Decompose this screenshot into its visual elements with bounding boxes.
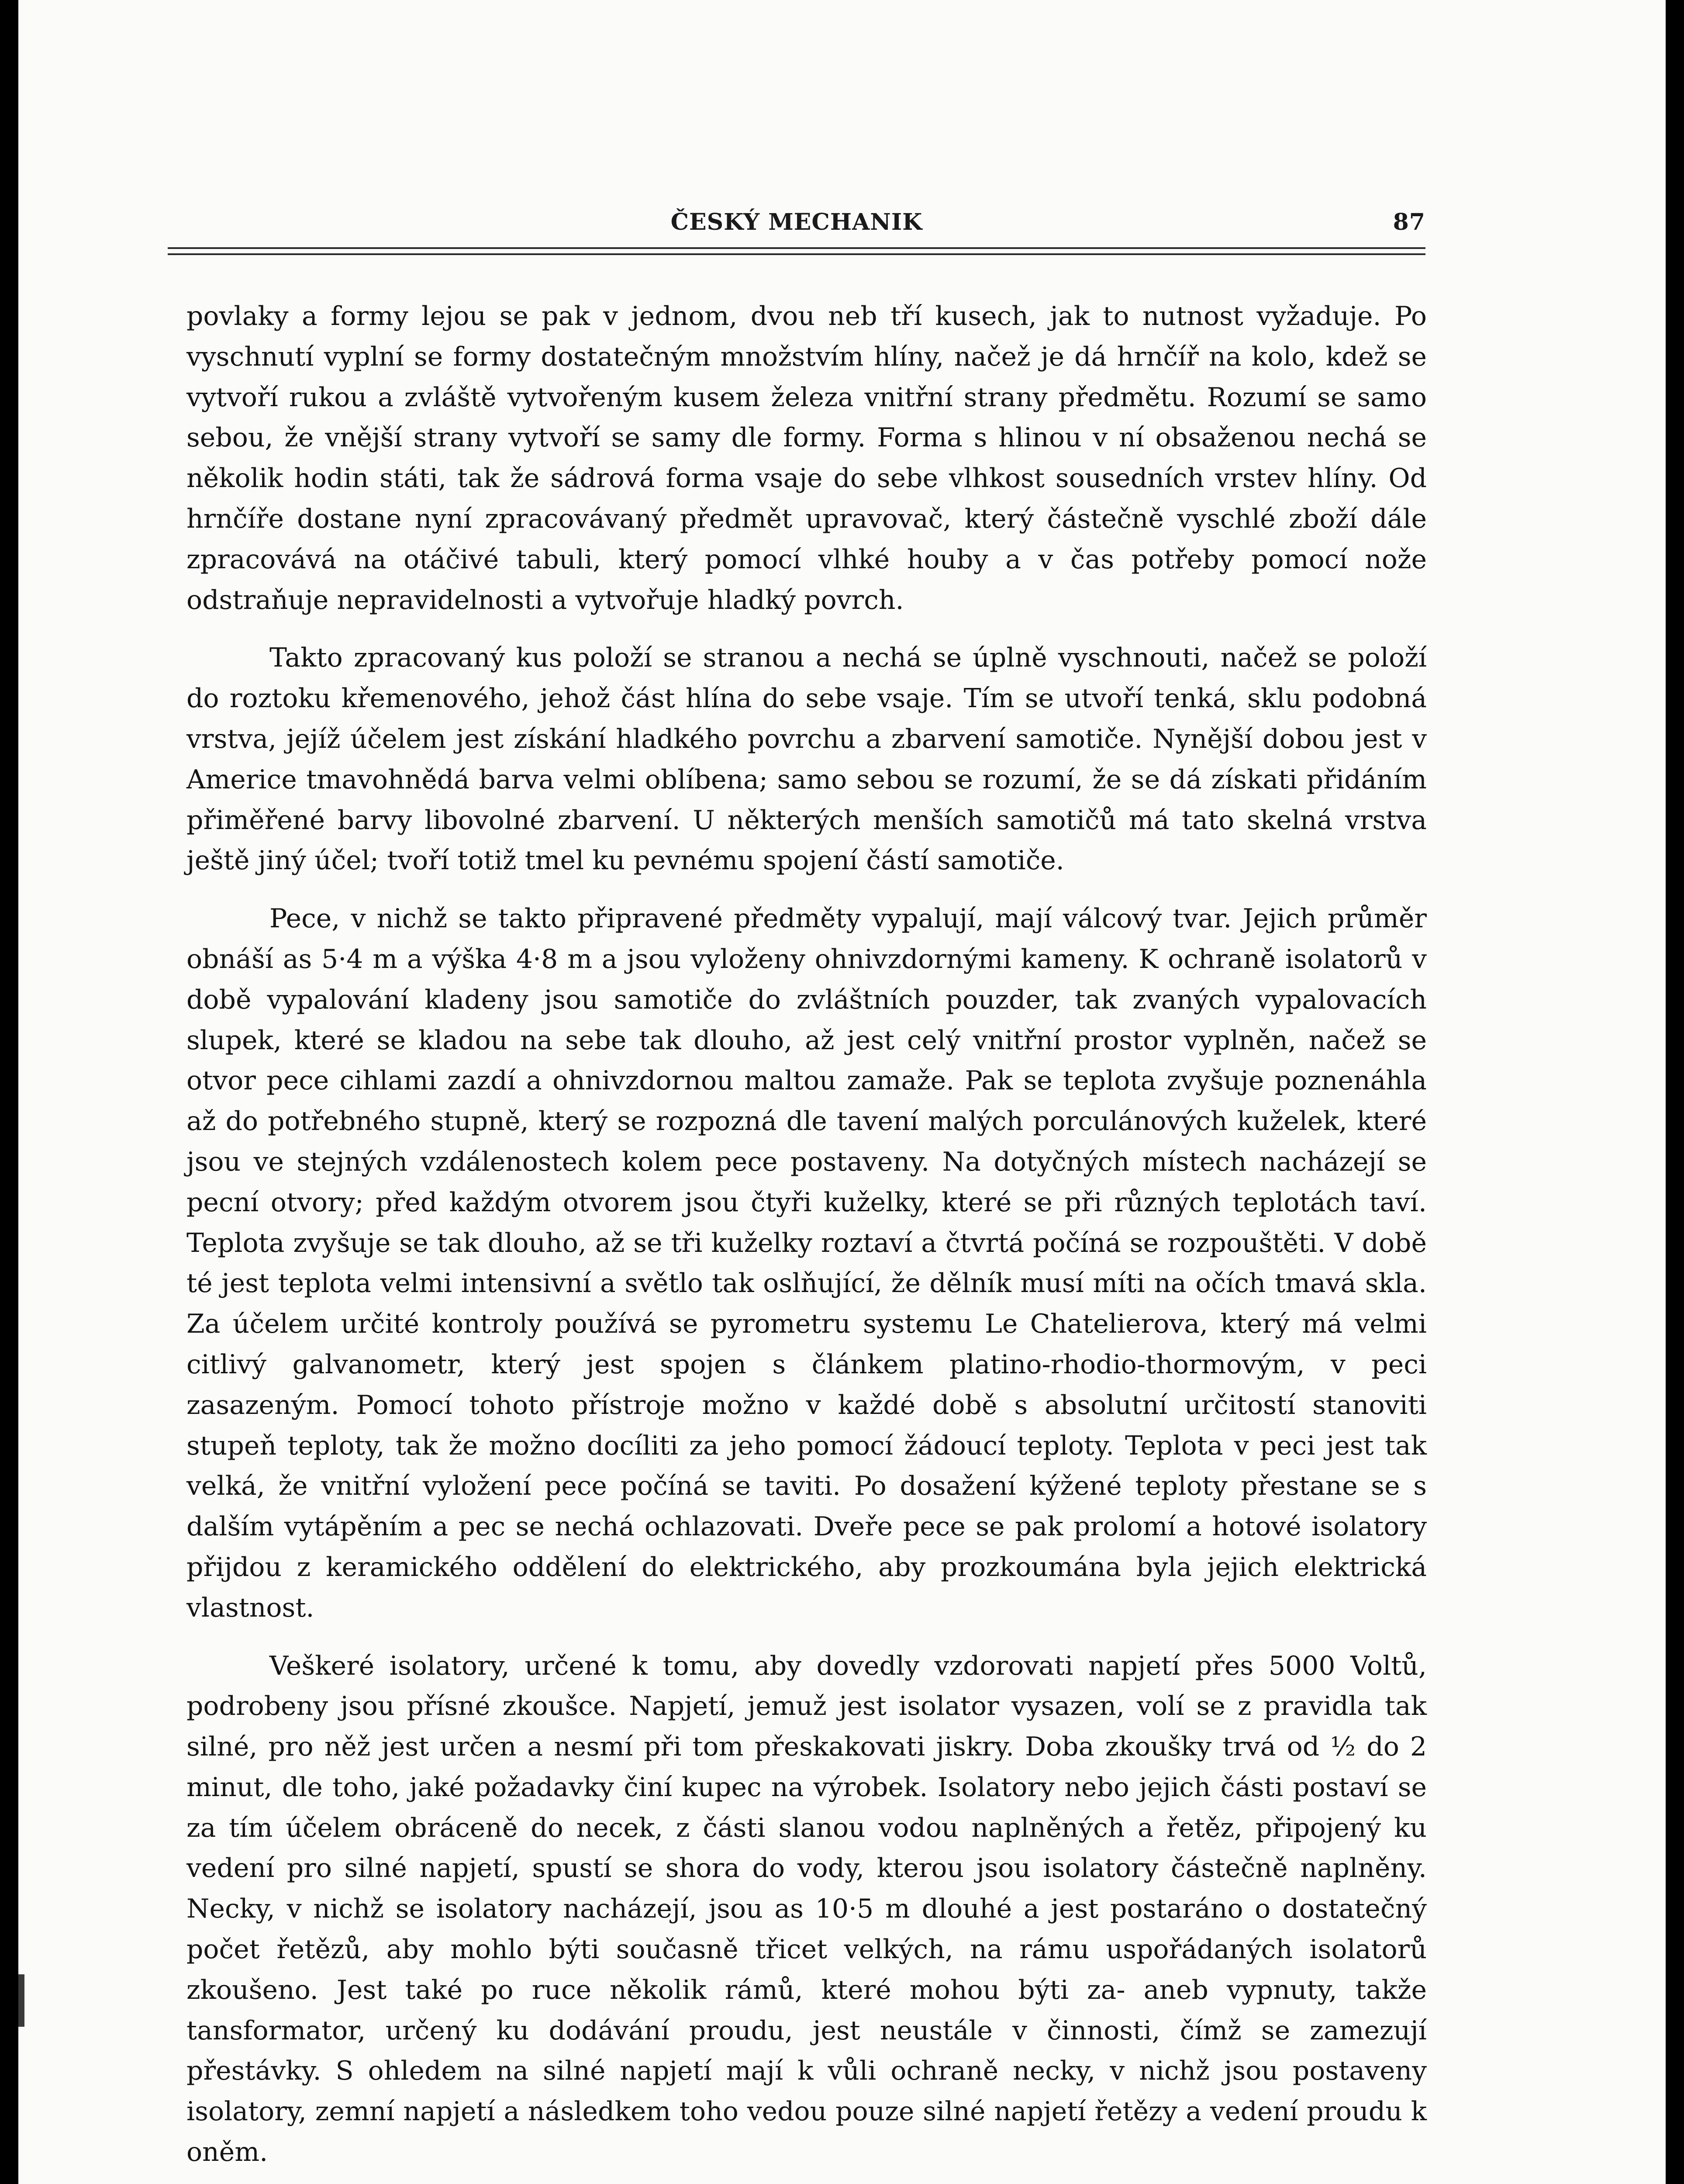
paragraph: Takto zpracovaný kus položí se stranou a nechá se úplně vyschnouti, načež se položí do roztoku křemenového, jehož část hlína do sebe vsaje. Tím se utvoří tenká, sklu podobná vrstva, jejíž účelem jest získání hladkého povrchu a zbarvení samotiče. Nynější dobou jest v Americe tmavohnědá barva velmi oblíbena; samo sebou se rozumí, že se dá získati přidáním přiměřené barvy libovolné zbarvení. U některých menších samotičů má tato skelná vrstva ještě jiný účel; tvoří totiž tmel ku pevnému spojení částí samotiče. (186, 643, 1427, 876)
paragraph: Pece, v nichž se takto připravené předměty vypalují, mají válcový tvar. Jejich průměr obnáší as 5·4 m a výška 4·8 m a jsou vyloženy ohnivzdornými kameny. K ochraně isolatorů v době vypalování kladeny jsou samotiče do zvláštních pouzder, tak zvaných vypalovacích slupek, které se kladou na sebe tak dlouho, až jest celý vnitřní prostor vyplněn, načež se otvor pece cihlami zazdí a ohnivzdornou maltou zamaže. Pak se teplota zvyšuje poznenáhla až do potřebného stupně, který se rozpozná dle tavení malých porculánových kuželek, které jsou ve stejných vzdálenostech kolem pece postaveny. Na dotyčných místech nacházejí se pecní otvory; před každým otvorem jsou čtyři kuželky, které se při různých teplotách taví. Teplota zvyšuje se tak dlouho, až se tři kuželky roztaví a čtvrtá počíná se rozpouštěti. V době té jest teplota velmi intensivní a světlo tak oslňující, že dělník musí míti na očích tmavá skla. Za účelem určité kontroly používá se pyrometru systemu Le Chatelierova, který má velmi citlivý galvanometr, který jest spojen s článkem platino-rhodio-thormovým, v peci zasazeným. Pomocí tohoto přístroje možno v každé době s absolutní určitostí stanoviti stupeň teploty, tak že možno docíliti za jeho pomocí žádoucí teploty. Teplota v peci jest tak velká, že vnitřní vyložení pece počíná se taviti. Po dosažení kýžené teploty přestane se s dalším vytápěním a pec se nechá ochlazovati. Dveře pece se pak prolomí a hotové isolatory přijdou z keramického oddělení do elektrického, aby prozkoumána byla jejich elektrická vlastnost. (186, 903, 1427, 1623)
scan-edge-mark (18, 1974, 24, 2027)
header-rule-top (168, 247, 1425, 249)
header-rule-bottom (168, 253, 1425, 255)
page (18, 0, 1666, 2184)
page-number: 87 (1393, 209, 1425, 235)
article-body (186, 296, 1427, 2173)
paragraph: povlaky a formy lejou se pak v jednom, dvou neb tří kusech, jak to nutnost vyžaduje. Po vyschnutí vyplní se formy dostatečným množstvím hlíny, načež je dá hrnčíř na kolo, kdež se vytvoří rukou a zvláště vytvořeným kusem železa vnitřní strany předmětu. Rozumí se samo sebou, že vnější strany vytvoří se samy dle formy. Forma s hlinou v ní obsaženou nechá se několik hodin státi, tak že sádrová forma vsaje do sebe vlhkost sousedních vrstev hlíny. Od hrnčíře dostane nyní zpracovávaný předmět upravovač, který částečně vyschlé zboží dále zpracovává na otáčivé tabuli, který pomocí vlhké houby a v čas potřeby pomocí nože odstraňuje nepravidelnosti a vytvořuje hladký povrch. (186, 301, 1427, 615)
running-header (168, 209, 1425, 248)
paragraph: Veškeré isolatory, určené k tomu, aby dovedly vzdorovati napjetí přes 5000 Voltů, podrobeny jsou přísné zkoušce. Napjetí, jemuž jest isolator vysazen, volí se z pravidla tak silné, pro něž jest určen a nesmí při tom přeskakovati jiskry. Doba zkoušky trvá od ½ do 2 minut, dle toho, jaké požadavky činí kupec na výrobek. Isolatory nebo jejich části postaví se za tím účelem obráceně do necek, z části slanou vodou naplněných a řetěz, připojený ku vedení pro silné napjetí, spustí se shora do vody, kterou jsou isolatory částečně naplněny. Necky, v nichž se isolatory nacházejí, jsou as 10·5 m dlouhé a jest postaráno o dostatečný počet řetězů, aby mohlo býti současně třicet velkých, na rámu uspořádaných isolatorů zkoušeno. Jest také po ruce několik rámů, které mohou býti za- aneb vypnuty, takže tansformator, určený ku dodávání proudu, jest neustále v činnosti, čímž se zamezují přestávky. S ohledem na silné napjetí mají k vůli ochraně necky, v nichž jsou postaveny isolatory, zemní napjetí a následkem toho vedou pouze silné napjetí řetězy a vedení proudu k oněm. (186, 1650, 1427, 2168)
journal-title: ČESKÝ MECHANIK (670, 209, 923, 235)
